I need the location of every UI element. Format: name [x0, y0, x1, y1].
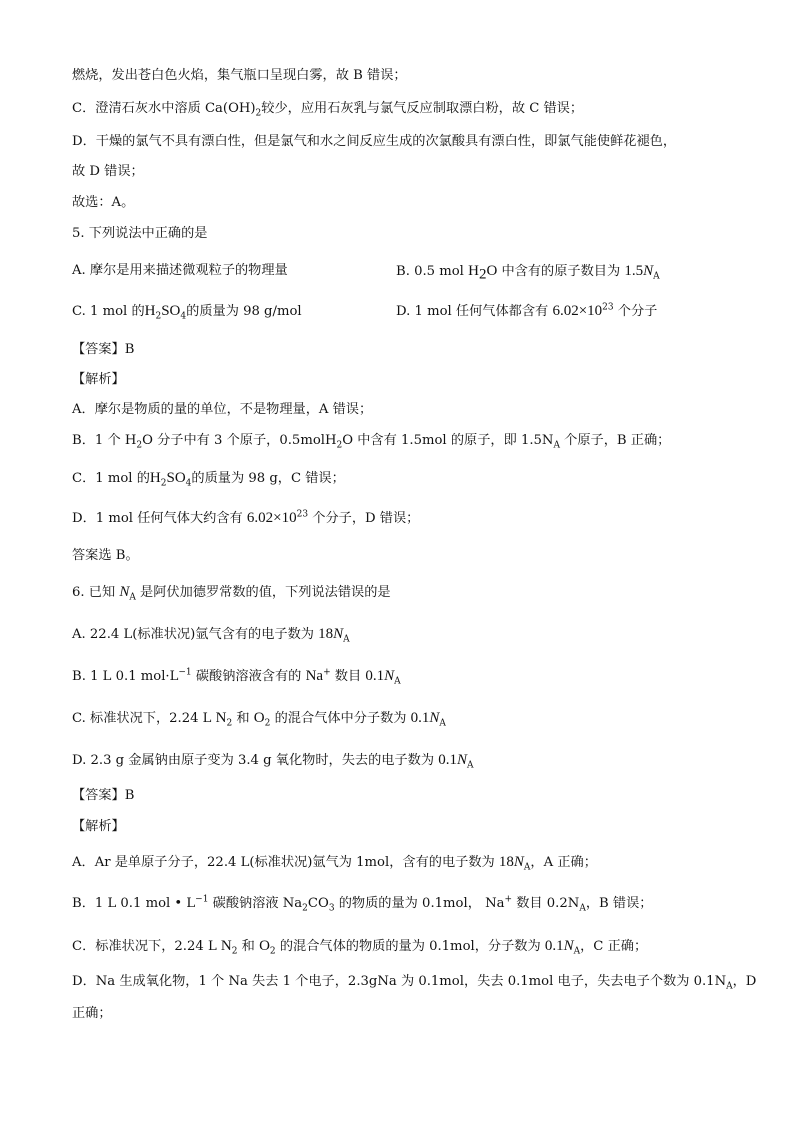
q6-option-c: C. 标准状况下，2.24 L $N_2$ 和 $O_2$ 的混合气体中分子数为 $0.1N_A$ [72, 710, 446, 729]
q6-analysis-a: A．Ar 是单原子分子，22.4 L(标准状况)氩气为 1mol，含有的电子数为 $18N_A$，A 正确； [72, 854, 597, 873]
q6-analysis-d: D．Na 生成氧化物，1 个 Na 失去 1 个电子，2.3gNa 为 0.1mol，失去 0.1mol 电子，失去电子个数为 $0.1N_A$，D [72, 974, 757, 992]
q6-analysis-b: B．1 L 0.1 mol • $L^{-1}$ 碳酸钠溶液 $Na_2CO_3$ 的物质的量为 0.1mol， Na+ 数目 $0.2N_A$，B 错误； [72, 894, 653, 914]
q5-analysis-c: C．1 mol 的$H_2SO_4$的质量为 98 g，C 错误； [72, 470, 345, 489]
q5-conclusion: 答案选 B。 [72, 548, 139, 563]
q6-option-b: B. 1 L 0.1 $mol\cdot L^{-1}$ 碳酸钠溶液含有的 Na+ 数目 $0.1N_A$ [72, 667, 401, 687]
q5-option-a: A. 摩尔是用来描述微观粒子的物理量 [72, 263, 288, 278]
q6-analysis-c: C．标准状况下，2.24 L $N_2$ 和 $O_2$ 的混合气体的物质的量为 0.1mol，分子数为 $0.1N_A$，C 正确； [72, 938, 648, 957]
text-line: 燃烧，发出苍白色火焰，集气瓶口呈现白雾，故 B 错误； [72, 68, 407, 83]
text-line: C．澄清石灰水中溶质 $Ca(OH)_2$较少，应用石灰乳与氯气反应制取漂白粉，故 C 错误； [72, 101, 584, 119]
q5-analysis-d: D．1 mol 任何气体大约含有 $6.02\times 10^{23}$ 个分子，D 错误； [72, 509, 420, 526]
q6-analysis-title: 【解析】 [72, 819, 125, 834]
q5-option-b: B. 0.5 mol $H_2O$ 中含有的原子数目为 $1.5N_A$ [396, 263, 660, 283]
text-line: D．干燥的氯气不具有漂白性，但是氯气和水之间反应生成的次氯酸具有漂白性，即氯气能使鲜花褪色， [72, 134, 677, 149]
question-5-stem: 5. 下列说法中正确的是 [72, 226, 208, 241]
q6-option-a: A. 22.4 L(标准状况)氩气含有的电子数为 $18N_A$ [72, 626, 350, 645]
text-line: 故选：A。 [72, 195, 135, 210]
q5-analysis-a: A．摩尔是物质的量的单位，不是物理量，A 错误； [72, 402, 373, 417]
q5-analysis-title: 【解析】 [72, 372, 125, 387]
q6-analysis-d-cont: 正确； [72, 1006, 112, 1021]
question-6-stem: 6. 已知 $N_A$ 是阿伏加德罗常数的值，下列说法错误的是 [72, 584, 391, 603]
q5-answer: 【答案】B [72, 342, 135, 357]
q6-answer: 【答案】B [72, 788, 135, 803]
q5-analysis-b: B．1 个 $H_2O$ 分子中有 3 个原子，0.5molH$_2$O 中含有 1.5mol 的原子，即 $1.5N_A$ 个原子，B 正确； [72, 433, 671, 451]
q5-option-c: C. 1 mol 的$H_2SO_4$的质量为 98 g/mol [72, 303, 302, 322]
q5-option-d: D. 1 mol 任何气体都含有 $6.02\times 10^{23}$ 个分子 [396, 302, 658, 319]
text-line: 故 D 错误； [72, 164, 144, 179]
q6-option-d: D. 2.3 g 金属钠由原子变为 3.4 g 氧化物时，失去的电子数为 $0.1N_A$ [72, 752, 474, 771]
